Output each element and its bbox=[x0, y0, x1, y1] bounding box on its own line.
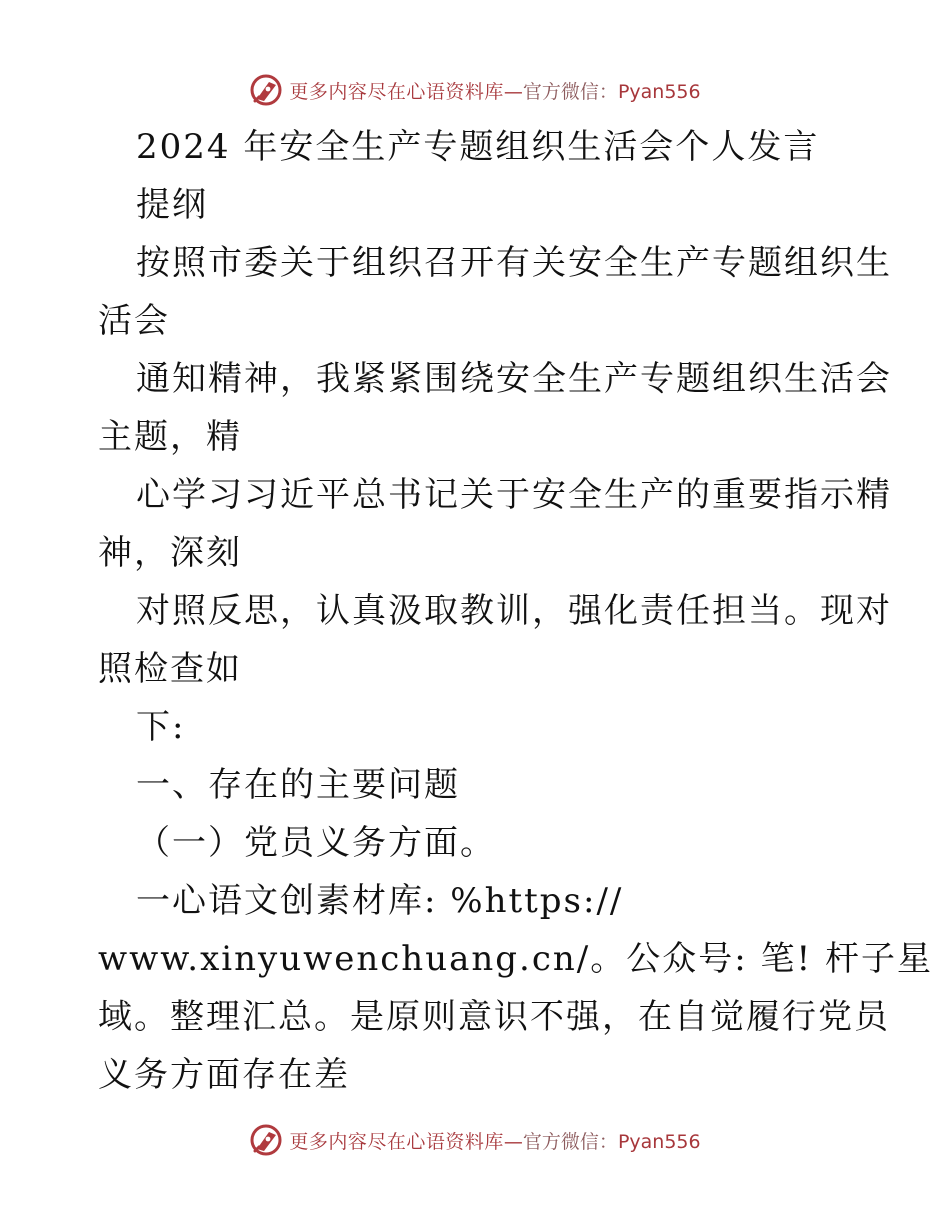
banner-text bbox=[289, 77, 700, 104]
text-line: 活会 bbox=[98, 301, 170, 341]
footer-banner bbox=[0, 1120, 950, 1160]
text-line: 神，深刻 bbox=[98, 533, 242, 573]
banner-separator: — bbox=[503, 80, 523, 103]
pen-nib-logo-icon bbox=[249, 73, 283, 107]
text-line: 域。整理汇总。是原则意识不强，在自觉履行党员 bbox=[98, 997, 890, 1037]
text-line: 心学习习近平总书记关于安全生产的重要指示精 bbox=[136, 475, 892, 515]
banner-wechat-id: Pyan556 bbox=[617, 80, 701, 103]
text-line: 照检查如 bbox=[98, 649, 242, 689]
text-line: 按照市委关于组织召开有关安全生产专题组织生 bbox=[136, 243, 892, 283]
header-banner bbox=[0, 70, 950, 110]
text-line: （一）党员义务方面。 bbox=[136, 823, 496, 863]
pen-nib-logo-icon bbox=[249, 1123, 283, 1157]
banner-site-name: 更多内容尽在心语资料库 bbox=[289, 80, 504, 103]
document-body bbox=[98, 118, 933, 1104]
banner-separator: — bbox=[503, 1130, 523, 1153]
text-line: 一、存在的主要问题 bbox=[136, 765, 460, 805]
banner-text bbox=[289, 1127, 700, 1154]
banner-site-name: 更多内容尽在心语资料库 bbox=[289, 1130, 504, 1153]
text-line: 通知精神，我紧紧围绕安全生产专题组织生活会 bbox=[136, 359, 892, 399]
banner-wechat-label: 官方微信： bbox=[522, 1130, 618, 1153]
text-line: 2024 年安全生产专题组织生活会个人发言 bbox=[136, 127, 820, 167]
text-line: 一心语文创素材库: %https:// bbox=[136, 881, 624, 921]
text-line: 提纲 bbox=[136, 185, 208, 225]
text-line: 主题，精 bbox=[98, 417, 242, 457]
banner-wechat-label: 官方微信： bbox=[522, 80, 618, 103]
text-line: www.xinyuwenchuang.cn/。公众号: 笔! 杆子星 bbox=[98, 939, 933, 979]
text-line: 义务方面存在差 bbox=[98, 1055, 350, 1095]
text-line: 下: bbox=[136, 707, 186, 747]
banner-wechat-id: Pyan556 bbox=[617, 1130, 701, 1153]
text-line: 对照反思，认真汲取教训，强化责任担当。现对 bbox=[136, 591, 892, 631]
